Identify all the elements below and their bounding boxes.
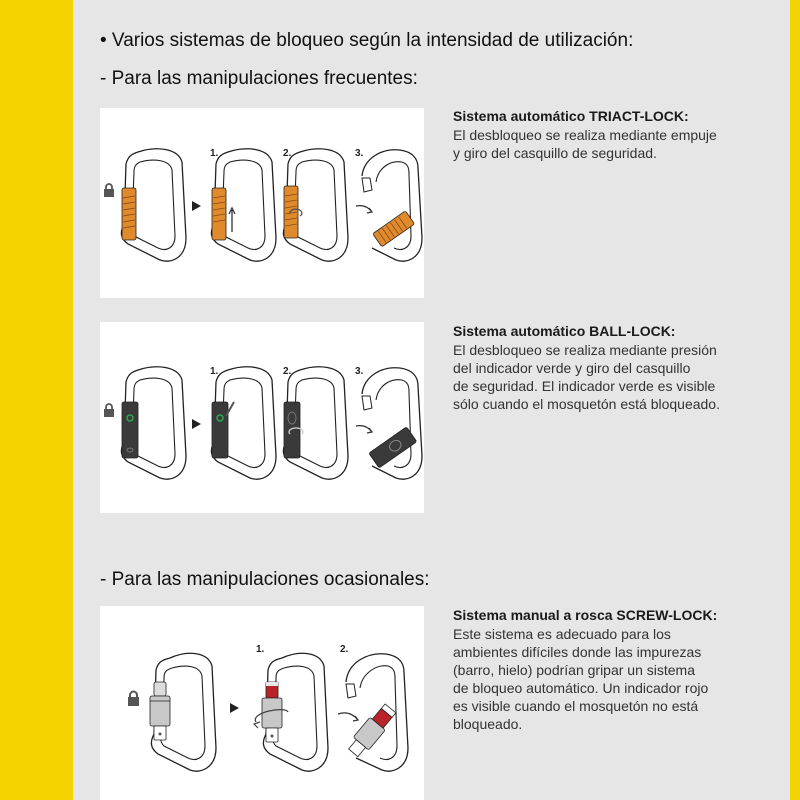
body-line: El desbloqueo se realiza mediante empuje — [453, 127, 717, 143]
body-triact-lock — [453, 126, 773, 162]
section-heading-occasional: - Para las manipulaciones ocasionales: — [100, 569, 430, 590]
body-line: y giro del casquillo de seguridad. — [453, 145, 657, 161]
body-ball-lock — [453, 341, 773, 413]
main-heading: • Varios sistemas de bloqueo según la intensidad de utilización: — [100, 30, 634, 51]
illustration-screw-lock — [100, 606, 424, 800]
body-line: ambientes difíciles donde las impurezas — [453, 644, 702, 660]
description-screw-lock — [453, 606, 773, 733]
step-2-label: 2. — [283, 148, 292, 159]
title-triact-lock: Sistema automático TRIACT-LOCK: — [453, 108, 689, 124]
section-heading-frequent: - Para las manipulaciones frecuentes: — [100, 68, 418, 89]
step-1-label: 1. — [210, 148, 219, 159]
step-2-label: 2. — [340, 644, 349, 655]
body-line: El desbloqueo se realiza mediante presión — [453, 342, 717, 358]
description-ball-lock — [453, 322, 773, 413]
step-3-label: 3. — [355, 366, 364, 377]
step-1-label: 1. — [210, 366, 219, 377]
body-line: (barro, hielo) podrían gripar un sistema — [453, 662, 696, 678]
body-line: sólo cuando el mosquetón está bloqueado. — [453, 396, 720, 412]
illustration-triact-lock — [100, 108, 424, 298]
title-screw-lock: Sistema manual a rosca SCREW-LOCK: — [453, 607, 718, 623]
body-screw-lock — [453, 625, 773, 733]
step-2-label: 2. — [283, 366, 292, 377]
description-triact-lock — [453, 107, 773, 162]
body-line: Este sistema es adecuado para los — [453, 626, 671, 642]
left-yellow-bar — [0, 0, 73, 800]
body-line: del indicador verde y giro del casquillo — [453, 360, 691, 376]
step-3-label: 3. — [355, 148, 364, 159]
body-line: de seguridad. El indicador verde es visible — [453, 378, 716, 394]
title-ball-lock: Sistema automático BALL-LOCK: — [453, 323, 676, 339]
illustration-ball-lock — [100, 322, 424, 513]
body-line: bloqueado. — [453, 716, 523, 732]
body-line: es visible cuando el mosquetón no está — [453, 698, 699, 714]
body-line: de bloqueo automático. Un indicador rojo — [453, 680, 709, 696]
right-yellow-bar — [790, 0, 800, 800]
step-1-label: 1. — [256, 644, 265, 655]
